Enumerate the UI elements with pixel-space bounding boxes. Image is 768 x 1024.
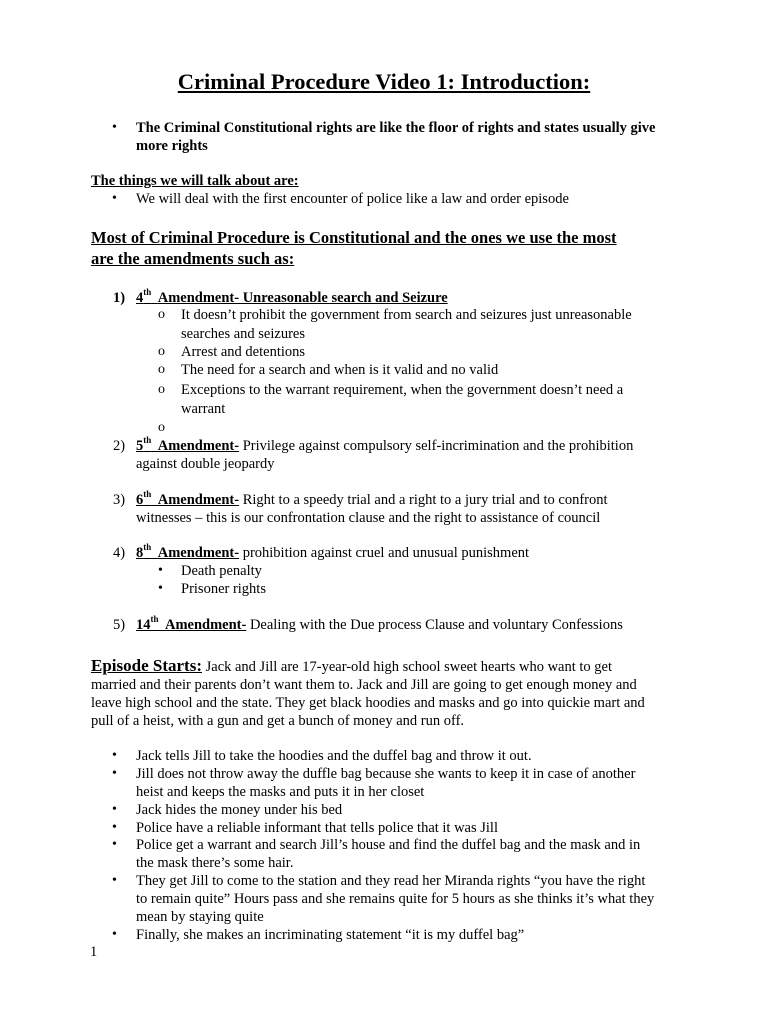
bullet-marker: • [112, 748, 117, 763]
amendment-4-sub1-line2: searches and seizures [181, 326, 305, 342]
episode-line1: Episode Starts: Jack and Jill are 17-year-old high school sweet hearts who want to get [91, 656, 613, 675]
episode-bullet-5-line2: the mask there’s some hair. [136, 855, 294, 871]
episode-bullet-1: Jack tells Jill to take the hoodies and the duffel bag and throw it out. [136, 748, 532, 764]
episode-bullet-7: Finally, she makes an incriminating statement “it is my duffel bag” [136, 927, 525, 943]
bullet-marker: • [158, 581, 163, 596]
episode-bullet-5-line1: Police get a warrant and search Jill’s house and find the duffel bag and the mask and in [136, 837, 641, 853]
amendment-4-sub1-line1: It doesn’t prohibit the government from search and seizures just unreasonable [181, 307, 632, 323]
sub-bullet-marker: o [158, 307, 165, 322]
sub-bullet-marker-empty: o [158, 420, 165, 435]
amendment-14-line1: 14th Amendment- Dealing with the Due process Clause and voluntary Confessions [136, 614, 623, 633]
sub-bullet-marker: o [158, 362, 165, 377]
bullet-marker: • [112, 766, 117, 781]
amendment-8-line1: 8th Amendment- prohibition against cruel and unusual punishment [136, 542, 530, 561]
amendment-8-sub1: Death penalty [181, 563, 262, 579]
amendment-4-heading: 4th Amendment- Unreasonable search and Seizure [136, 287, 448, 306]
episode-line2: married and their parents don’t want them to. Jack and Jill are going to get enough money and [91, 677, 637, 693]
sub-bullet-marker: o [158, 382, 165, 397]
page-title: Criminal Procedure Video 1: Introduction: [177, 69, 591, 94]
things-heading: The things we will talk about are: [91, 173, 299, 189]
section-heading-line2: are the amendments such as: [91, 249, 295, 268]
amendment-4-sub2: Arrest and detentions [181, 344, 306, 360]
section-heading-line1: Most of Criminal Procedure is Constitutional and the ones we use the most [91, 228, 617, 247]
bullet-marker: • [112, 873, 117, 888]
episode-line3: leave high school and the state. They get black hoodies and masks and go into quickie mart and [91, 695, 645, 711]
episode-bullet-2-line2: heist and keeps the masks and puts it in her closet [136, 784, 425, 800]
list-number: 1) [113, 290, 126, 306]
episode-heading: Episode Starts: [91, 656, 202, 675]
amendment-8-sub2: Prisoner rights [181, 581, 266, 597]
amendment-5-line2: against double jeopardy [136, 456, 275, 472]
bullet-marker: • [112, 927, 117, 942]
amendment-4-sub3: The need for a search and when is it valid and no valid [181, 362, 499, 378]
amendment-6-line1: 6th Amendment- Right to a speedy trial and a right to a jury trial and to confront [136, 489, 608, 508]
bullet-marker: • [112, 191, 117, 206]
episode-line4: pull of a heist, with a gun and get a bunch of money and run off. [91, 713, 465, 729]
list-number: 2) [113, 438, 126, 454]
episode-bullet-4: Police have a reliable informant that tells police that it was Jill [136, 820, 498, 836]
amendment-5-line1: 5th Amendment- Privilege against compulsory self-incrimination and the prohibition [136, 435, 634, 454]
list-number: 5) [113, 617, 126, 633]
episode-bullet-3: Jack hides the money under his bed [136, 802, 343, 818]
amendment-4-sub4-line2: warrant [181, 401, 226, 417]
page-number: 1 [90, 944, 98, 960]
episode-bullet-6-line3: mean by staying quite [136, 909, 264, 925]
bullet-marker: • [112, 120, 117, 135]
bullet-marker: • [112, 820, 117, 835]
amendment-4-sub4-line1: Exceptions to the warrant requirement, when the government doesn’t need a [181, 382, 624, 398]
intro-bullet-line1: The Criminal Constitutional rights are like the floor of rights and states usually give [136, 120, 656, 136]
amendment-6-line2: witnesses – this is our confrontation clause and the right to assistance of council [136, 510, 601, 526]
things-bullet: We will deal with the first encounter of police like a law and order episode [136, 191, 569, 207]
bullet-marker: • [112, 802, 117, 817]
episode-bullet-6-line1: They get Jill to come to the station and they read her Miranda rights “you have the right [136, 873, 646, 889]
list-number: 4) [113, 545, 126, 561]
list-number: 3) [113, 492, 126, 508]
bullet-marker: • [112, 837, 117, 852]
intro-bullet-line2: more rights [136, 138, 208, 154]
sub-bullet-marker: o [158, 344, 165, 359]
episode-bullet-2-line1: Jill does not throw away the duffle bag because she wants to keep it in case of another [136, 766, 636, 782]
episode-bullet-6-line2: to remain quite” Hours pass and she remains quite for 5 hours as she thinks it’s what they [136, 891, 655, 907]
bullet-marker: • [158, 563, 163, 578]
